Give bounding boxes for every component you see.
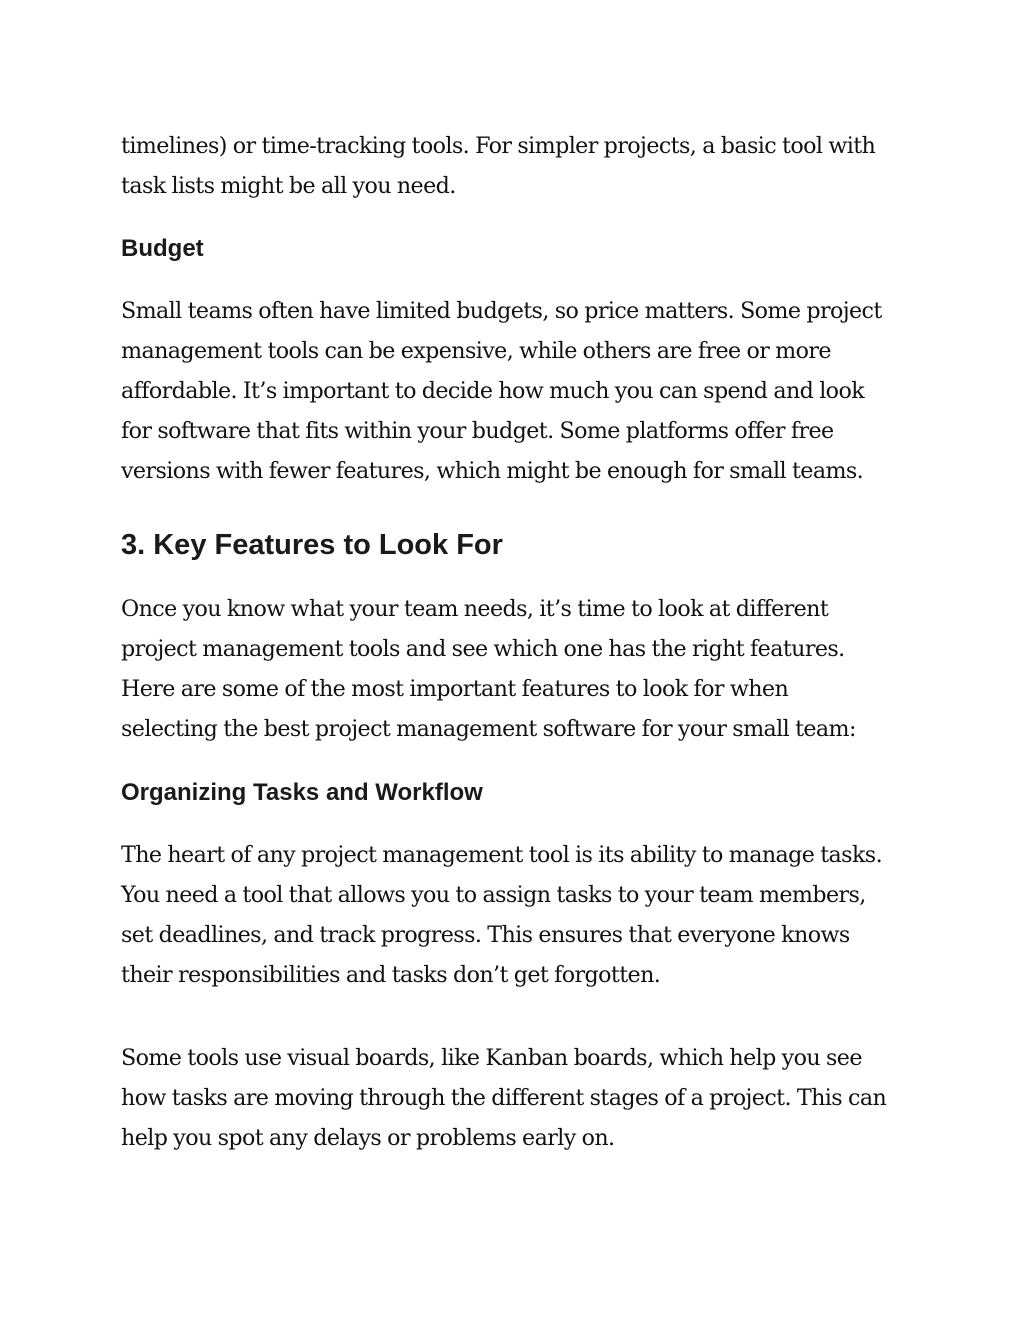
- intro-paragraph: timelines) or time-tracking tools. For simpler projects, a basic tool with task lists might be all you need.: [121, 133, 876, 199]
- tasks-paragraph-1: The heart of any project management tool is its ability to manage tasks. You need a tool that allows you to assign tasks to your team members, set deadlines, and track progress. This ensures that everyone knows their responsibilities and tasks don’t get forgotten.: [121, 842, 883, 988]
- budget-heading: Budget: [121, 235, 204, 262]
- document-page: [121, 126, 911, 1158]
- tasks-heading: Organizing Tasks and Workflow: [121, 779, 483, 806]
- tasks-paragraph-2: Some tools use visual boards, like Kanban boards, which help you see how tasks are moving through the different stages of a project. This can help you spot any delays or problems early on.: [121, 1045, 887, 1151]
- section-paragraph: Once you know what your team needs, it’s time to look at different project management tools and see which one has the right features. Here are some of the most important features to look for when selecting the best project management software for your small team:: [121, 596, 856, 742]
- budget-paragraph: Small teams often have limited budgets, so price matters. Some project management tools can be expensive, while others are free or more affordable. It’s important to decide how much you can spend and look for software that fits within your budget. Some platforms offer free versions with fewer features, which might be enough for small teams.: [121, 298, 882, 484]
- section-heading: 3. Key Features to Look For: [121, 529, 503, 561]
